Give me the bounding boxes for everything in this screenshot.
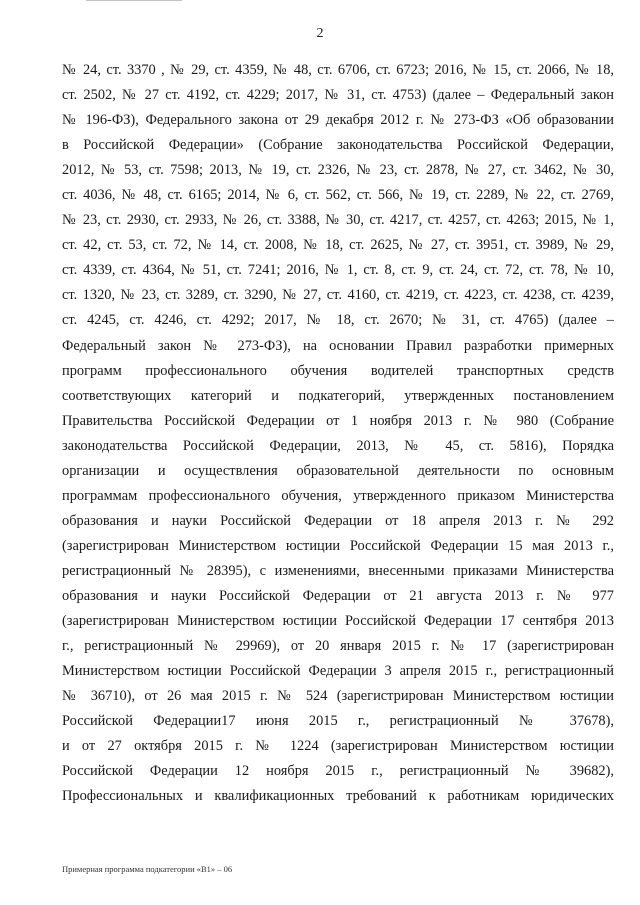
text-line: ст. 4339, ст. 4364, № 51, ст. 7241; 2016, № 1, ст. 8, ст. 9, ст. 24, ст. 72, ст. 78, № 10, — [62, 262, 614, 279]
text-line: в Российской Федерации» (Собрание законодательства Российской Федерации, — [62, 137, 614, 154]
text-line: образования и науки Российской Федерации от 18 апреля 2013 г. № 292 — [62, 512, 614, 529]
scan-artifact — [86, 0, 182, 5]
text-line: Федеральный закон № 273-ФЗ), на основании Правил разработки примерных — [62, 337, 614, 354]
text-line: ст. 1320, № 23, ст. 3289, ст. 3290, № 27, ст. 4160, ст. 4219, ст. 4223, ст. 4238, ст. 4239, — [62, 287, 614, 304]
text-line: соответствующих категорий и подкатегорий, утвержденных постановлением — [62, 387, 614, 404]
text-line: № 23, ст. 2930, ст. 2933, № 26, ст. 3388, № 30, ст. 4217, ст. 4257, ст. 4263; 2015, № 1, — [62, 212, 614, 229]
text-line: ст. 4036, № 48, ст. 6165; 2014, № 6, ст. 562, ст. 566, № 19, ст. 2289, № 22, ст. 2769, — [62, 187, 614, 204]
text-line: Министерством юстиции Российской Федерации 3 апреля 2015 г., регистрационный — [62, 663, 614, 680]
text-line: Российской Федерации17 июня 2015 г., регистрационный № 37678), — [62, 713, 614, 730]
text-line: (зарегистрирован Министерством юстиции Российской Федерации 17 сентября 2013 — [62, 613, 614, 630]
text-line: регистрационный № 28395), с изменениями, внесенными приказами Министерства — [62, 562, 614, 579]
text-line: г., регистрационный № 29969), от 20 января 2015 г. № 17 (зарегистрирован — [62, 638, 614, 655]
body-text — [62, 58, 614, 809]
text-line: (зарегистрирован Министерством юстиции Российской Федерации 15 мая 2013 г., — [62, 537, 614, 554]
text-line: и от 27 октября 2015 г. № 1224 (зарегистрирован Министерством юстиции — [62, 738, 614, 755]
text-line: Профессиональных и квалификационных требований к работникам юридических — [62, 788, 614, 805]
text-line: программам профессионального обучения, утвержденного приказом Министерства — [62, 487, 614, 504]
text-line: 2012, № 53, ст. 7598; 2013, № 19, ст. 2326, № 23, ст. 2878, № 27, ст. 3462, № 30, — [62, 162, 614, 179]
page-footer: Примерная программа подкатегории «В1» – 06 — [62, 864, 233, 874]
text-line: программ профессионального обучения водителей транспортных средств — [62, 362, 614, 379]
text-line: № 196-ФЗ), Федерального закона от 29 декабря 2012 г. № 273-ФЗ «Об образовании — [62, 112, 614, 129]
text-line: Российской Федерации 12 ноября 2015 г., регистрационный № 39682), — [62, 763, 614, 780]
text-line: образования и науки Российской Федерации от 21 августа 2013 г. № 977 — [62, 587, 614, 604]
text-line: Правительства Российской Федерации от 1 ноября 2013 г. № 980 (Собрание — [62, 412, 614, 429]
text-line: ст. 4245, ст. 4246, ст. 4292; 2017, № 18, ст. 2670; № 31, ст. 4765) (далее – — [62, 312, 614, 329]
text-line: организации и осуществления образовательной деятельности по основным — [62, 462, 614, 479]
text-line: № 36710), от 26 мая 2015 г. № 524 (зарегистрирован Министерством юстиции — [62, 688, 614, 705]
text-line: ст. 2502, № 27 ст. 4192, ст. 4229; 2017, № 31, ст. 4753) (далее – Федеральный закон — [62, 87, 614, 104]
text-line: № 24, ст. 3370 , № 29, ст. 4359, № 48, ст. 6706, ст. 6723; 2016, № 15, ст. 2066, № 18, — [62, 62, 614, 78]
page-number: 2 — [316, 26, 324, 41]
text-line: законодательства Российской Федерации, 2013, № 45, ст. 5816), Порядка — [62, 437, 614, 454]
text-line: ст. 42, ст. 53, ст. 72, № 14, ст. 2008, № 18, ст. 2625, № 27, ст. 3951, ст. 3989, № 29, — [62, 237, 614, 254]
